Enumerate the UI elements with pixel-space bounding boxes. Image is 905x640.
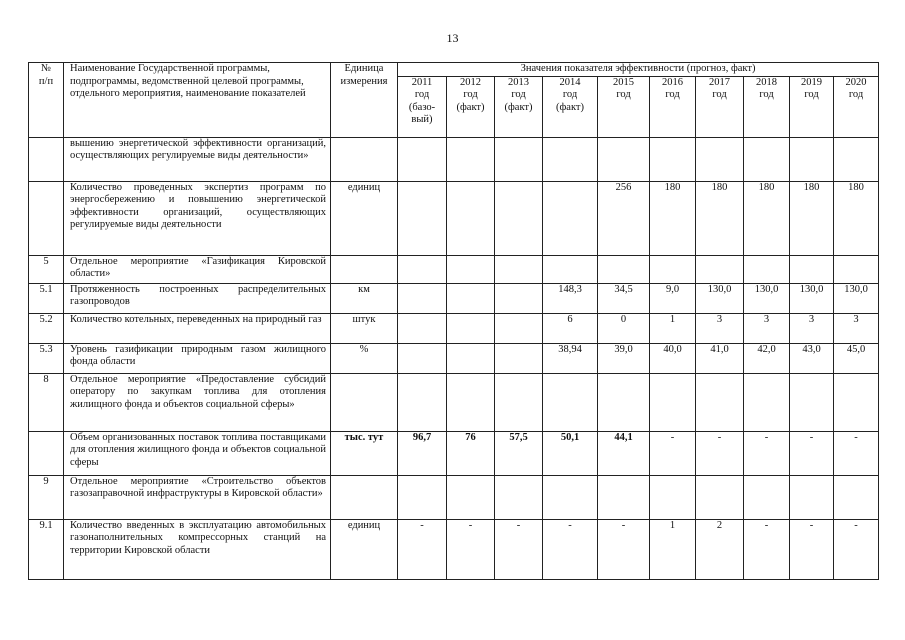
row-value: 43,0 [790, 343, 834, 373]
row-name: Отдельное мероприятие «Газификация Кировской области» [64, 255, 331, 283]
table-row [29, 283, 879, 313]
row-value [543, 373, 598, 431]
row-value [398, 343, 447, 373]
header-num: № п/п [29, 63, 64, 138]
row-num: 5.2 [29, 313, 64, 343]
row-value: 2 [696, 519, 744, 579]
header-name: Наименование Государственной программы, подпрограммы, ведомственной целевой программы, отдельного мероприятия, наименование показателей [64, 63, 331, 138]
row-value: - [834, 519, 879, 579]
row-value [495, 255, 543, 283]
row-value [650, 137, 696, 181]
row-value [598, 137, 650, 181]
row-value: - [398, 519, 447, 579]
row-value [543, 475, 598, 519]
row-value: 34,5 [598, 283, 650, 313]
row-value: - [790, 519, 834, 579]
row-num: 9.1 [29, 519, 64, 579]
page-number: 13 [446, 31, 459, 45]
header-year: 2015 год [598, 76, 650, 137]
row-value [543, 255, 598, 283]
table-row [29, 313, 879, 343]
row-value: 40,0 [650, 343, 696, 373]
row-value [834, 475, 879, 519]
row-value [790, 137, 834, 181]
header-year: 2019 год [790, 76, 834, 137]
row-value [495, 313, 543, 343]
row-value [447, 343, 495, 373]
row-unit: штук [331, 313, 398, 343]
header-year: 2020 год [834, 76, 879, 137]
row-value [543, 181, 598, 255]
indicator-table [28, 62, 879, 580]
table-row [29, 255, 879, 283]
row-value: - [650, 431, 696, 475]
row-value: 130,0 [744, 283, 790, 313]
row-value [744, 255, 790, 283]
row-value [650, 373, 696, 431]
row-value: 180 [790, 181, 834, 255]
row-num: 8 [29, 373, 64, 431]
row-name: Протяженность построенных распределительных газопроводов [64, 283, 331, 313]
row-value: 1 [650, 313, 696, 343]
row-value [790, 373, 834, 431]
row-value [447, 475, 495, 519]
row-value [495, 283, 543, 313]
row-value: - [834, 431, 879, 475]
row-value: 45,0 [834, 343, 879, 373]
table-row [29, 137, 879, 181]
row-unit [331, 137, 398, 181]
row-value [744, 475, 790, 519]
row-value [598, 475, 650, 519]
row-value [398, 255, 447, 283]
row-value [834, 373, 879, 431]
row-value [398, 313, 447, 343]
row-value [447, 313, 495, 343]
row-value [598, 373, 650, 431]
row-value [447, 283, 495, 313]
table-row [29, 181, 879, 255]
row-value [744, 373, 790, 431]
row-value [495, 343, 543, 373]
row-value: 38,94 [543, 343, 598, 373]
row-name: Отдельное мероприятие «Предоставление субсидий оператору по закупкам топлива для отопления жилищного фонда и объектов социальной сферы» [64, 373, 331, 431]
row-value [447, 255, 495, 283]
row-value: - [744, 519, 790, 579]
row-num [29, 137, 64, 181]
row-value [598, 255, 650, 283]
row-value [790, 255, 834, 283]
row-value [696, 137, 744, 181]
row-value [495, 475, 543, 519]
row-value: - [790, 431, 834, 475]
row-value: 76 [447, 431, 495, 475]
row-value: 96,7 [398, 431, 447, 475]
header-unit: Единица измерения [331, 63, 398, 138]
row-unit [331, 255, 398, 283]
row-num [29, 181, 64, 255]
header-year: 2013 год (факт) [495, 76, 543, 137]
table-row [29, 475, 879, 519]
row-value [543, 137, 598, 181]
row-num: 5 [29, 255, 64, 283]
row-value: 180 [650, 181, 696, 255]
row-value: - [744, 431, 790, 475]
row-value [447, 181, 495, 255]
row-value [447, 137, 495, 181]
header-year: 2018 год [744, 76, 790, 137]
row-unit: тыс. тут [331, 431, 398, 475]
row-unit: единиц [331, 181, 398, 255]
table-row [29, 373, 879, 431]
row-value [744, 137, 790, 181]
row-name: Отдельное мероприятие «Строительство объектов газозаправочной инфраструктуры в Кировской области» [64, 475, 331, 519]
row-value: 130,0 [834, 283, 879, 313]
row-value [495, 137, 543, 181]
row-value: - [543, 519, 598, 579]
row-value [398, 373, 447, 431]
row-value [495, 181, 543, 255]
row-name: Количество проведенных экспертиз программ по энергосбережению и повышению энергетической эффективности организаций, осуществляющих регулируемые виды деятельности [64, 181, 331, 255]
row-value [696, 475, 744, 519]
header-year: 2017 год [696, 76, 744, 137]
row-value: - [447, 519, 495, 579]
row-unit: км [331, 283, 398, 313]
table-row [29, 519, 879, 579]
row-value [696, 255, 744, 283]
row-value: 42,0 [744, 343, 790, 373]
row-value: 3 [744, 313, 790, 343]
row-value: 3 [834, 313, 879, 343]
row-name: Уровень газификации природным газом жилищного фонда области [64, 343, 331, 373]
row-num: 5.1 [29, 283, 64, 313]
row-value [834, 137, 879, 181]
row-value [495, 373, 543, 431]
row-value [650, 255, 696, 283]
header-year: 2012 год (факт) [447, 76, 495, 137]
row-value [398, 475, 447, 519]
row-value [398, 181, 447, 255]
row-value [790, 475, 834, 519]
row-value: - [696, 431, 744, 475]
row-unit: % [331, 343, 398, 373]
row-value [650, 475, 696, 519]
row-value: 148,3 [543, 283, 598, 313]
row-unit [331, 475, 398, 519]
row-name: Количество котельных, переведенных на природный газ [64, 313, 331, 343]
row-value: 180 [834, 181, 879, 255]
header-values-title: Значения показателя эффективности (прогноз, факт) [398, 63, 879, 77]
row-value: 130,0 [696, 283, 744, 313]
row-unit: единиц [331, 519, 398, 579]
row-value: 57,5 [495, 431, 543, 475]
row-value: - [598, 519, 650, 579]
row-value: 9,0 [650, 283, 696, 313]
header-year: 2014 год (факт) [543, 76, 598, 137]
row-value: 130,0 [790, 283, 834, 313]
row-value: 39,0 [598, 343, 650, 373]
row-value [398, 137, 447, 181]
row-name: Объем организованных поставок топлива поставщиками для отопления жилищного фонда и объектов социальной сферы [64, 431, 331, 475]
row-value: 6 [543, 313, 598, 343]
row-value [398, 283, 447, 313]
row-value: 50,1 [543, 431, 598, 475]
row-num [29, 431, 64, 475]
row-value: 44,1 [598, 431, 650, 475]
row-name: вышению энергетической эффективности организаций, осуществляющих регулируемые виды деятельности» [64, 137, 331, 181]
row-num: 9 [29, 475, 64, 519]
row-value: 1 [650, 519, 696, 579]
table-row [29, 343, 879, 373]
row-value: 3 [790, 313, 834, 343]
row-value [447, 373, 495, 431]
row-value: 3 [696, 313, 744, 343]
row-value: - [495, 519, 543, 579]
row-num: 5.3 [29, 343, 64, 373]
header-row [29, 63, 879, 77]
row-name: Количество введенных в эксплуатацию автомобильных газонаполнительных компрессорных станций на территории Кировской области [64, 519, 331, 579]
row-value [834, 255, 879, 283]
table-row [29, 431, 879, 475]
row-value: 0 [598, 313, 650, 343]
row-value: 41,0 [696, 343, 744, 373]
header-year: 2016 год [650, 76, 696, 137]
row-unit [331, 373, 398, 431]
row-value [696, 373, 744, 431]
header-year: 2011 год (базо- вый) [398, 76, 447, 137]
row-value: 256 [598, 181, 650, 255]
row-value: 180 [744, 181, 790, 255]
row-value: 180 [696, 181, 744, 255]
